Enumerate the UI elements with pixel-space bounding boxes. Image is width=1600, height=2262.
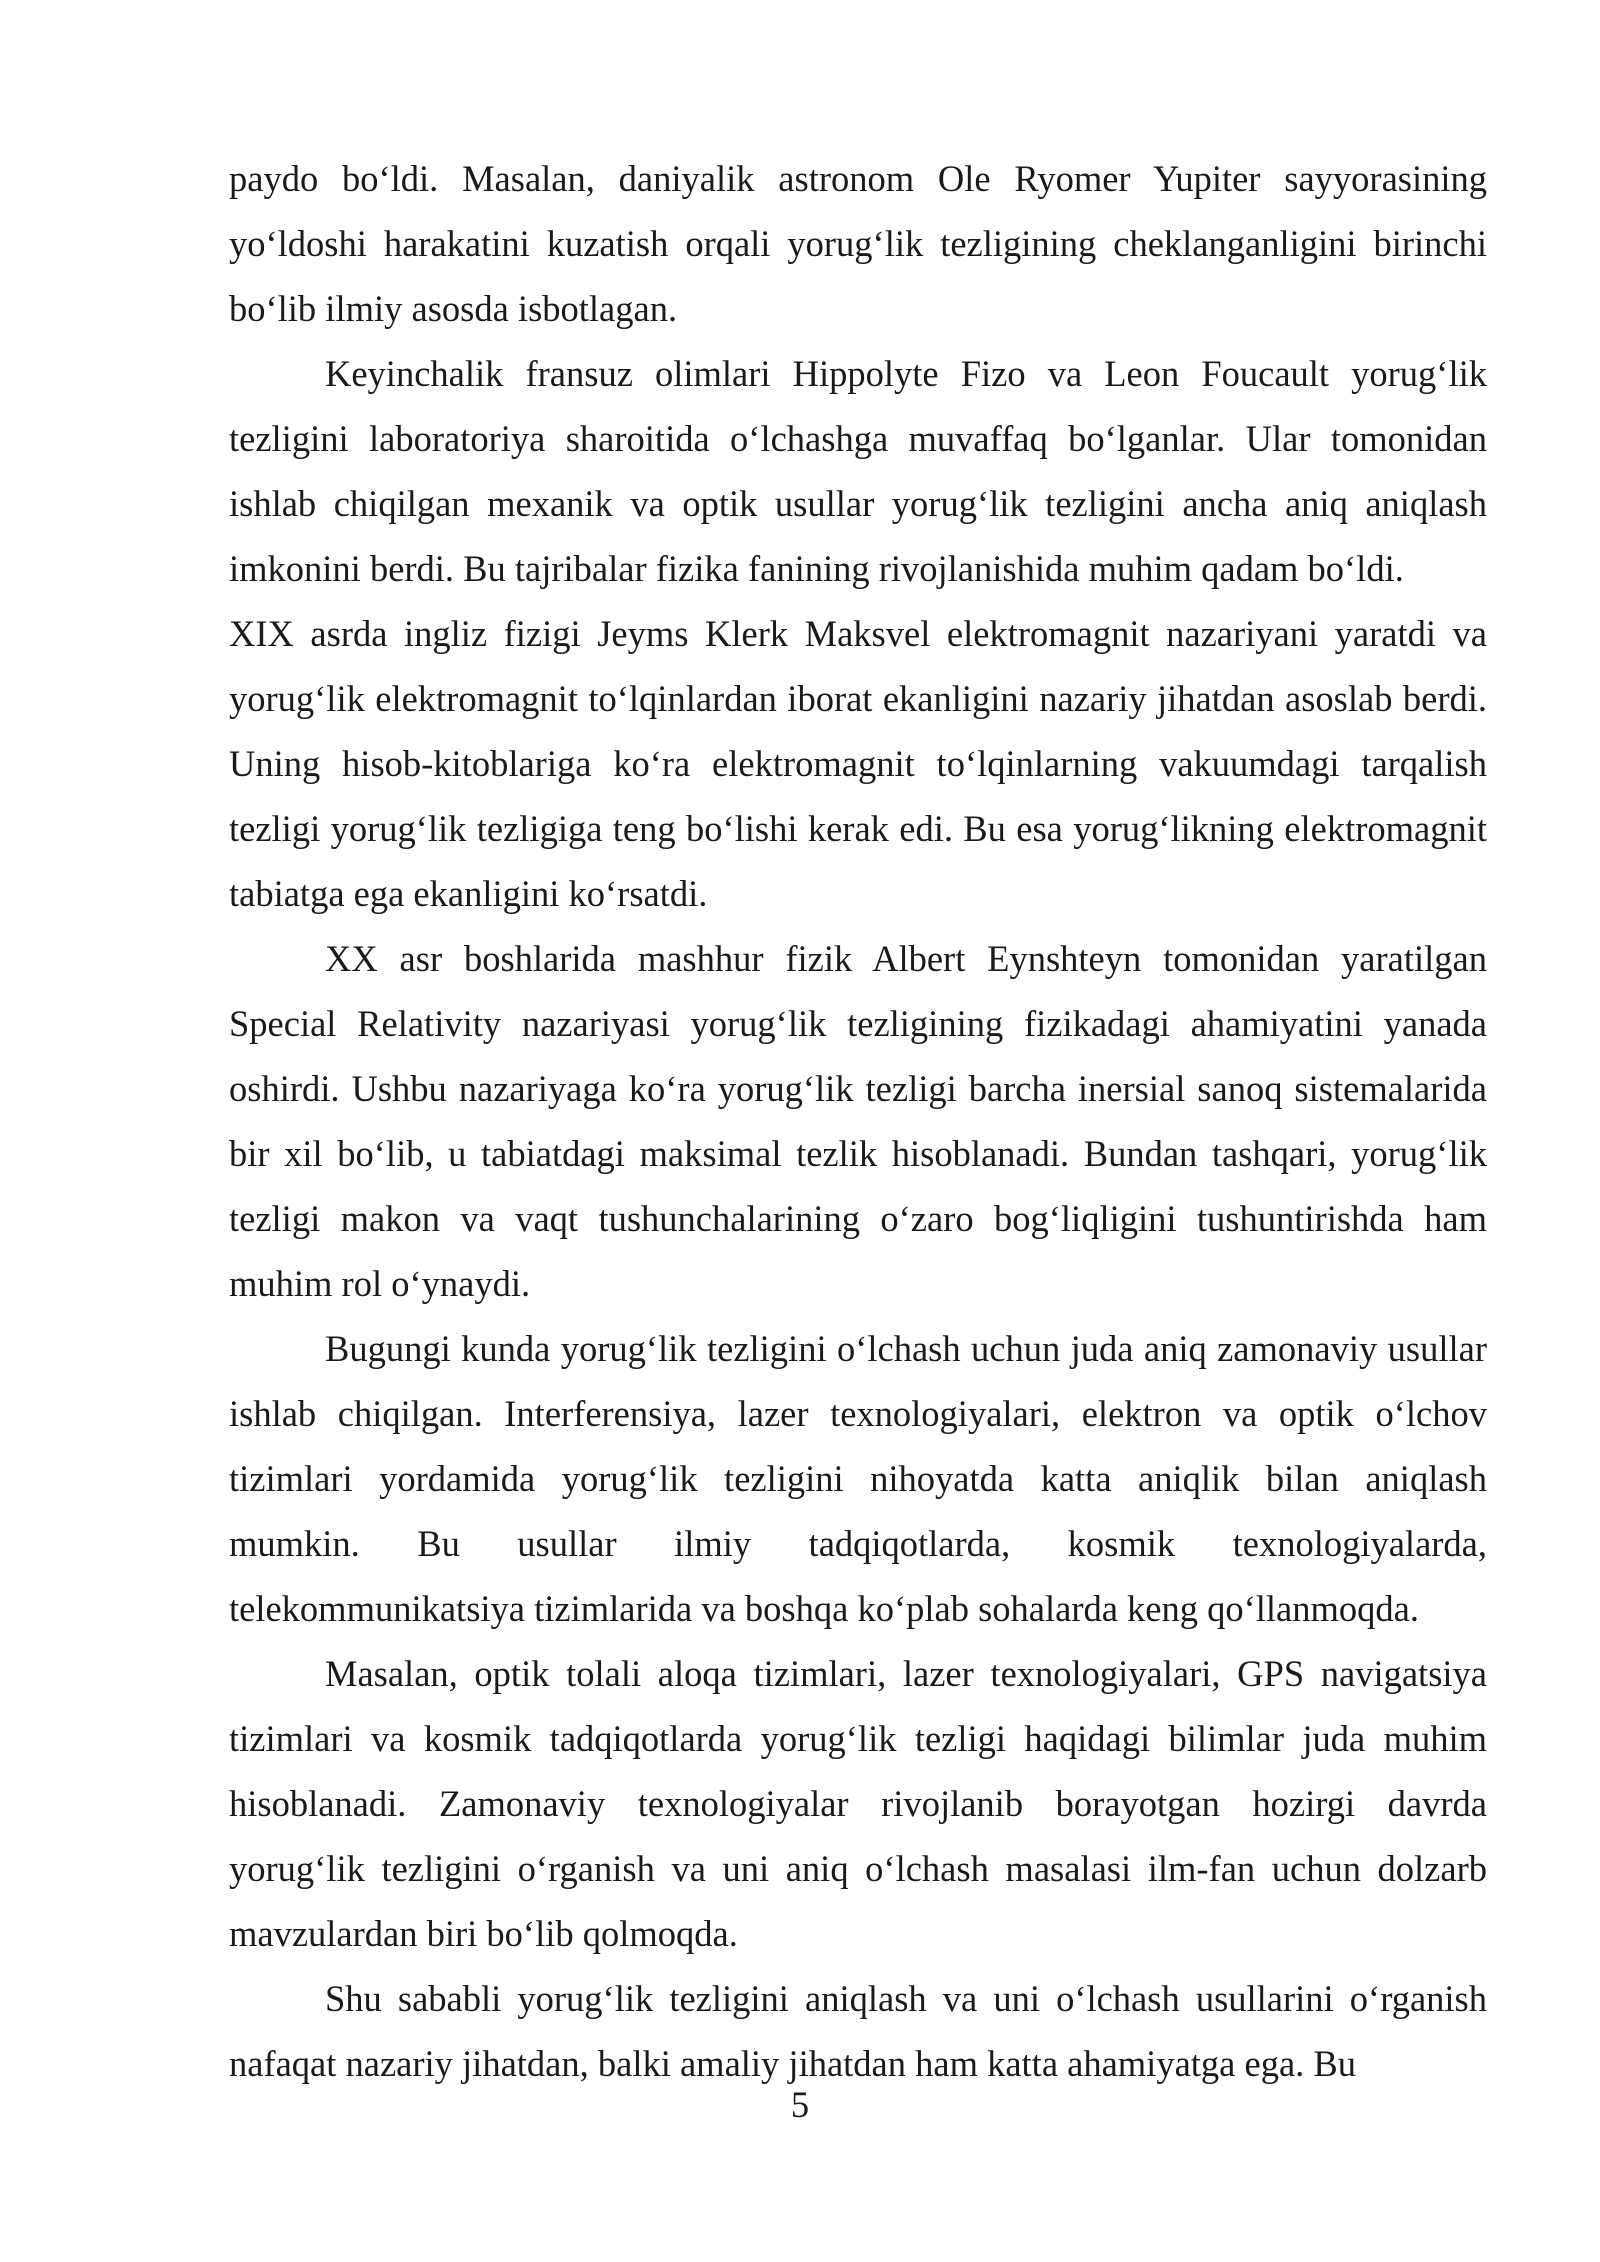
paragraph-conclusion: Shu sababli yorug‘lik tezligini aniqlash va uni o‘lchash usullarini o‘rganish nafaqat nazariy jihatdan, balki amaliy jihatdan ham katta ahamiyatga ega. Bu	[229, 1978, 1487, 2084]
document-body	[229, 146, 1487, 2096]
paragraph-continuation: paydo bo‘ldi. Masalan, daniyalik astronom Ole Ryomer Yupiter sayyorasining yo‘ldoshi harakatini kuzatish orqali yorug‘lik tezligining cheklanganligini birinchi bo‘lib ilmiy asosda isbotlagan.	[229, 158, 1487, 329]
paragraph-fizo-foucault: Keyinchalik fransuz olimlari Hippolyte Fizo va Leon Foucault yorug‘lik tezligini laboratoriya sharoitida o‘lchashga muvaffaq bo‘lganlar. Ular tomonidan ishlab chiqilgan mexanik va optik usullar yorug‘lik tezligini ancha aniq aniqlash imkonini berdi. Bu tajribalar fizika fanining rivojlanishida muhim qadam bo‘ldi.	[229, 353, 1487, 589]
paragraph-einstein: XX asr boshlarida mashhur fizik Albert Eynshteyn tomonidan yaratilgan Special Relativity nazariyasi yorug‘lik tezligining fizikadagi ahamiyatini yanada oshirdi. Ushbu nazariyaga ko‘ra yorug‘lik tezligi barcha inersial sanoq sistemalarida bir xil bo‘lib, u tabiatdagi maksimal tezlik hisoblanadi. Bundan tashqari, yorug‘lik tezligi makon va vaqt tushunchalarining o‘zaro bog‘liqligini tushuntirishda ham muhim rol o‘ynaydi.	[229, 938, 1487, 1304]
paragraph-maxwell: XIX asrda ingliz fizigi Jeyms Klerk Maksvel elektromagnit nazariyani yaratdi va yorug‘lik elektromagnit to‘lqinlardan iborat ekanligini nazariy jihatdan asoslab berdi. Uning hisob-kitoblariga ko‘ra elektromagnit to‘lqinlarning vakuumdagi tarqalish tezligi yorug‘lik tezligiga teng bo‘lishi kerak edi. Bu esa yorug‘likning elektromagnit tabiatga ega ekanligini ko‘rsatdi.	[229, 613, 1487, 914]
paragraph-modern-methods: Bugungi kunda yorug‘lik tezligini o‘lchash uchun juda aniq zamonaviy usullar ishlab chiqilgan. Interferensiya, lazer texnologiyalari, elektron va optik o‘lchov tizimlari yordamida yorug‘lik tezligini nihoyatda katta aniqlik bilan aniqlash mumkin. Bu usullar ilmiy tadqiqotlarda, kosmik texnologiyalarda, telekommunikatsiya tizimlarida va boshqa ko‘plab sohalarda keng qo‘llanmoqda.	[229, 1328, 1487, 1629]
page-number: 5	[790, 2084, 810, 2125]
paragraph-applications: Masalan, optik tolali aloqa tizimlari, lazer texnologiyalari, GPS navigatsiya tizimlari va kosmik tadqiqotlarda yorug‘lik tezligi haqidagi bilimlar juda muhim hisoblanadi. Zamonaviy texnologiyalar rivojlanib borayotgan hozirgi davrda yorug‘lik tezligini o‘rganish va uni aniq o‘lchash masalasi ilm-fan uchun dolzarb mavzulardan biri bo‘lib qolmoqda.	[229, 1653, 1487, 1954]
